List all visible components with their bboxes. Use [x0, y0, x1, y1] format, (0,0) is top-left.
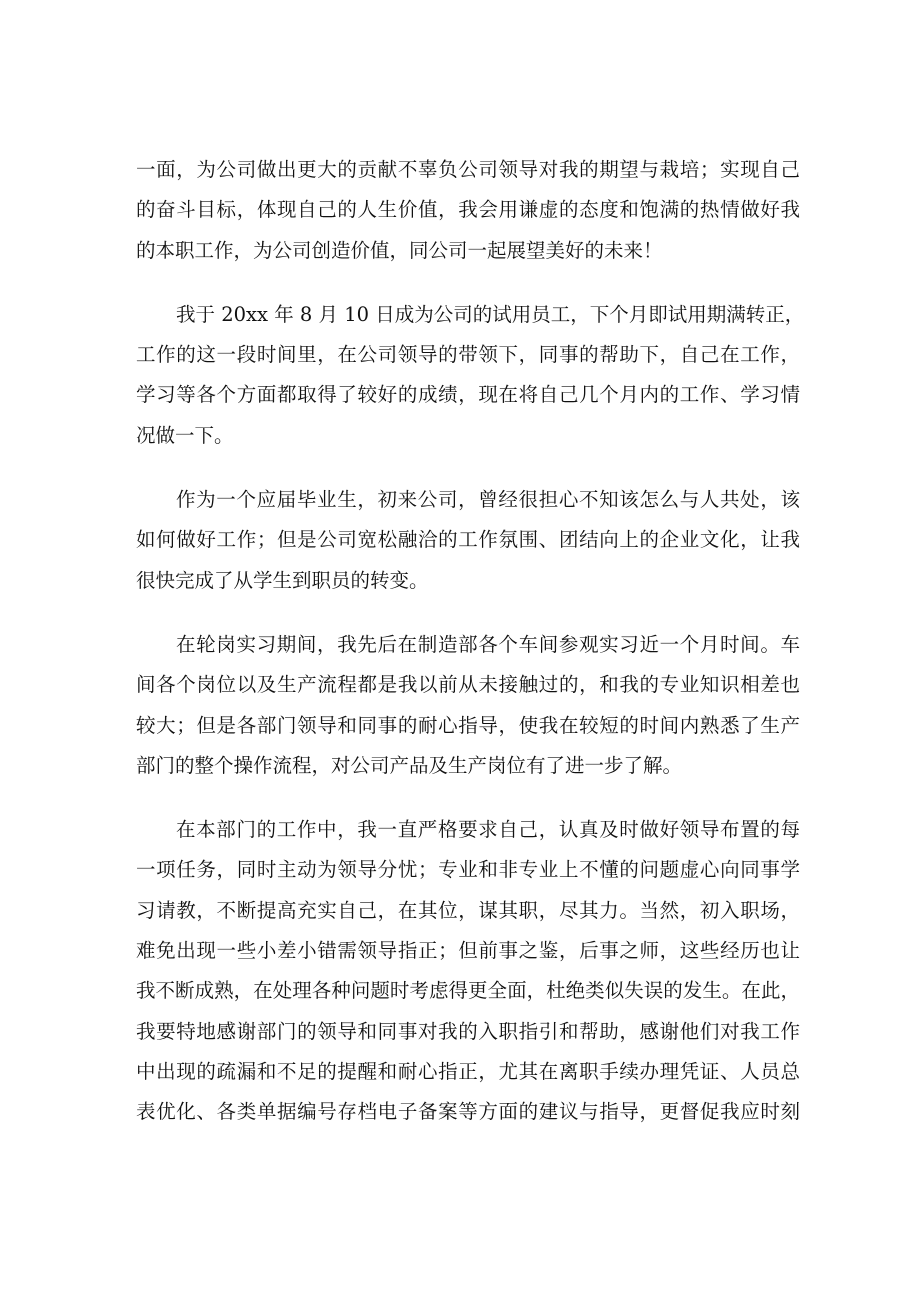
text-line: 如何做好工作；但是公司宽松融洽的工作氛围、团结向上的企业文化，让我: [136, 528, 800, 552]
text-line: 在轮岗实习期间，我先后在制造部各个车间参观实习近一个月时间。车: [176, 632, 800, 656]
text-line: 一项任务，同时主动为领导分忧；专业和非专业上不懂的问题虚心向同事学: [136, 858, 800, 882]
text-line: 我不断成熟，在处理各种问题时考虑得更全面，杜绝类似失误的发生。在此，: [136, 979, 800, 1003]
text-line: 很快完成了从学生到职员的转变。: [136, 568, 429, 592]
text-line: 中出现的疏漏和不足的提醒和耐心指正，尤其在离职手续办理凭证、人员总: [136, 1059, 800, 1083]
text-line: 难免出现一些小差小错需领导指正；但前事之鉴，后事之师，这些经历也让: [136, 939, 800, 963]
paragraph-2: [136, 295, 805, 456]
text-line: 作为一个应届毕业生，初来公司，曾经很担心不知该怎么与人共处，该: [176, 488, 800, 512]
paragraph-4: [136, 625, 800, 786]
text-line: 部门的整个操作流程，对公司产品及生产岗位有了进一步了解。: [136, 753, 683, 777]
text-line: 况做一下。: [136, 423, 234, 447]
text-line: 习请教，不断提高充实自己，在其位，谋其职，尽其力。当然，初入职场，: [136, 898, 800, 922]
text-line: 较大；但是各部门领导和同事的耐心指导，使我在较短的时间内熟悉了生产: [136, 713, 800, 737]
text-line: 在本部门的工作中，我一直严格要求自己，认真及时做好领导布置的每: [176, 818, 800, 842]
text-line: 间各个岗位以及生产流程都是我以前从未接触过的，和我的专业知识相差也: [136, 673, 800, 697]
text-line: 我于 20xx 年 8 月 10 日成为公司的试用员工，下个月即试用期满转正，: [176, 302, 805, 326]
paragraph-5: [136, 810, 800, 1132]
paragraph-1: [136, 150, 800, 271]
text-line: 的本职工作，为公司创造价值，同公司一起展望美好的未来！: [136, 238, 663, 262]
document-page: [136, 150, 805, 1157]
text-line: 工作的这一段时间里，在公司领导的带领下，同事的帮助下，自己在工作，: [136, 343, 800, 367]
paragraph-3: [136, 480, 800, 601]
text-line: 一面，为公司做出更大的贡献不辜负公司领导对我的期望与栽培；实现自己: [136, 158, 800, 181]
text-line: 表优化、各类单据编号存档电子备案等方面的建议与指导，更督促我应时刻: [136, 1100, 800, 1124]
text-line: 我要特地感谢部门的领导和同事对我的入职指引和帮助，感谢他们对我工作: [136, 1019, 800, 1043]
text-line: 的奋斗目标，体现自己的人生价值，我会用谦虚的态度和饱满的热情做好我: [136, 198, 800, 222]
text-line: 学习等各个方面都取得了较好的成绩，现在将自己几个月内的工作、学习情: [136, 383, 800, 407]
